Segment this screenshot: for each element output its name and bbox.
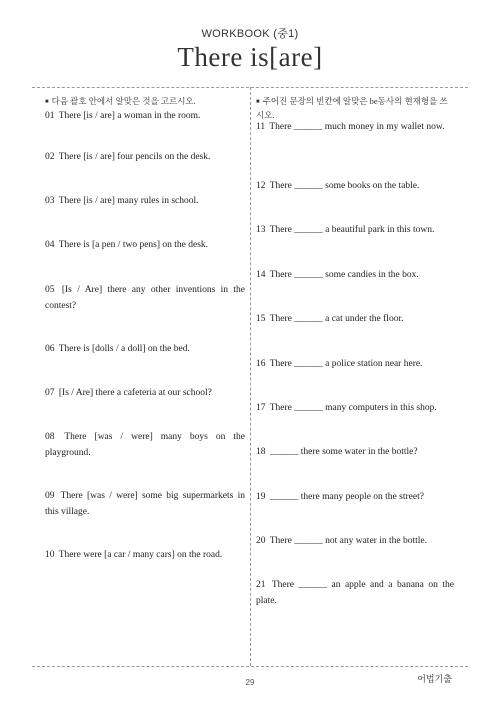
question-01	[45, 109, 245, 125]
question-text: There [was / were] many boys on the playground.	[45, 432, 245, 458]
question-number: 04	[45, 240, 55, 250]
question-text: There [is / are] a woman in the room.	[58, 111, 201, 121]
page-number: 29	[245, 678, 255, 687]
question-text: ______ there many people on the street?	[269, 492, 424, 502]
question-07	[45, 386, 245, 402]
left-column	[45, 95, 246, 560]
question-21	[256, 578, 454, 609]
workbook-label: WORKBOOK (중1)	[201, 28, 299, 40]
question-17	[256, 401, 454, 417]
question-text: [Is / Are] there a cafeteria at our school?	[58, 388, 212, 398]
question-text: There ______ a beautiful park in this town.	[269, 225, 435, 235]
question-text: ______ there some water in the bottle?	[269, 447, 418, 457]
question-16	[256, 357, 454, 373]
question-text: There ______ much money in my wallet now.	[269, 122, 445, 132]
question-number: 18	[256, 447, 266, 457]
question-06	[45, 342, 245, 358]
question-number: 07	[45, 388, 55, 398]
question-18	[256, 445, 454, 461]
question-text: There is [dolls / a doll] on the bed.	[58, 344, 190, 354]
bottom-divider	[32, 666, 468, 667]
question-13	[256, 223, 454, 239]
question-number: 20	[256, 536, 266, 546]
question-11	[256, 120, 454, 136]
bullet-icon: ■	[45, 99, 49, 105]
question-20	[256, 534, 454, 550]
question-number: 10	[45, 550, 55, 560]
question-text: There ______ some candies in the box.	[269, 270, 419, 280]
question-text: There ______ a police station near here.	[269, 359, 423, 369]
question-number: 03	[45, 196, 55, 206]
question-04	[45, 238, 245, 254]
question-number: 12	[256, 181, 266, 191]
footer-brand: 어법기출	[417, 675, 452, 685]
right-instruction	[256, 95, 454, 122]
instruction-text: 주어진 문장의 빈칸에 알맞은 be동사의 현재형을 쓰시오.	[256, 96, 448, 120]
question-text: There ______ many computers in this shop.	[269, 403, 437, 413]
instruction-text: 다음 괄호 안에서 알맞은 것을 고르시오.	[51, 96, 196, 106]
question-text: [Is / Are] there any other inventions in the contest?	[45, 285, 246, 311]
question-number: 09	[45, 491, 55, 501]
question-text: There ______ some books on the table.	[269, 181, 420, 191]
question-08	[45, 430, 245, 461]
question-number: 05	[45, 285, 55, 295]
question-text: There ______ a cat under the floor.	[269, 314, 404, 324]
question-02	[45, 150, 245, 166]
question-15	[256, 312, 454, 328]
question-09	[45, 489, 245, 520]
right-column	[256, 95, 454, 606]
question-number: 15	[256, 314, 266, 324]
question-text: There is [a pen / two pens] on the desk.	[58, 240, 209, 250]
question-number: 08	[45, 432, 55, 442]
column-divider	[250, 87, 251, 666]
question-number: 19	[256, 492, 266, 502]
question-number: 06	[45, 344, 55, 354]
question-19	[256, 490, 454, 506]
question-03	[45, 194, 245, 210]
question-number: 21	[256, 580, 266, 590]
question-text: There were [a car / many cars] on the road.	[58, 550, 223, 560]
left-instruction	[45, 95, 245, 109]
bullet-icon: ■	[256, 99, 260, 105]
question-number: 17	[256, 403, 266, 413]
question-text: There [is / are] many rules in school.	[58, 196, 199, 206]
question-number: 02	[45, 152, 55, 162]
question-number: 11	[256, 122, 266, 132]
question-text: There ______ an apple and a banana on the plate.	[256, 580, 454, 606]
question-number: 16	[256, 359, 266, 369]
question-text: There [is / are] four pencils on the desk.	[58, 152, 211, 162]
question-05	[45, 283, 245, 314]
question-10	[45, 548, 245, 564]
question-number: 14	[256, 270, 266, 280]
question-number: 01	[45, 111, 55, 121]
question-text: There ______ not any water in the bottle.	[269, 536, 427, 546]
question-number: 13	[256, 225, 266, 235]
question-14	[256, 268, 454, 284]
question-text: There [was / were] some big supermarkets in this village.	[45, 491, 245, 517]
page-title: There is[are]	[177, 42, 323, 72]
question-12	[256, 179, 454, 195]
